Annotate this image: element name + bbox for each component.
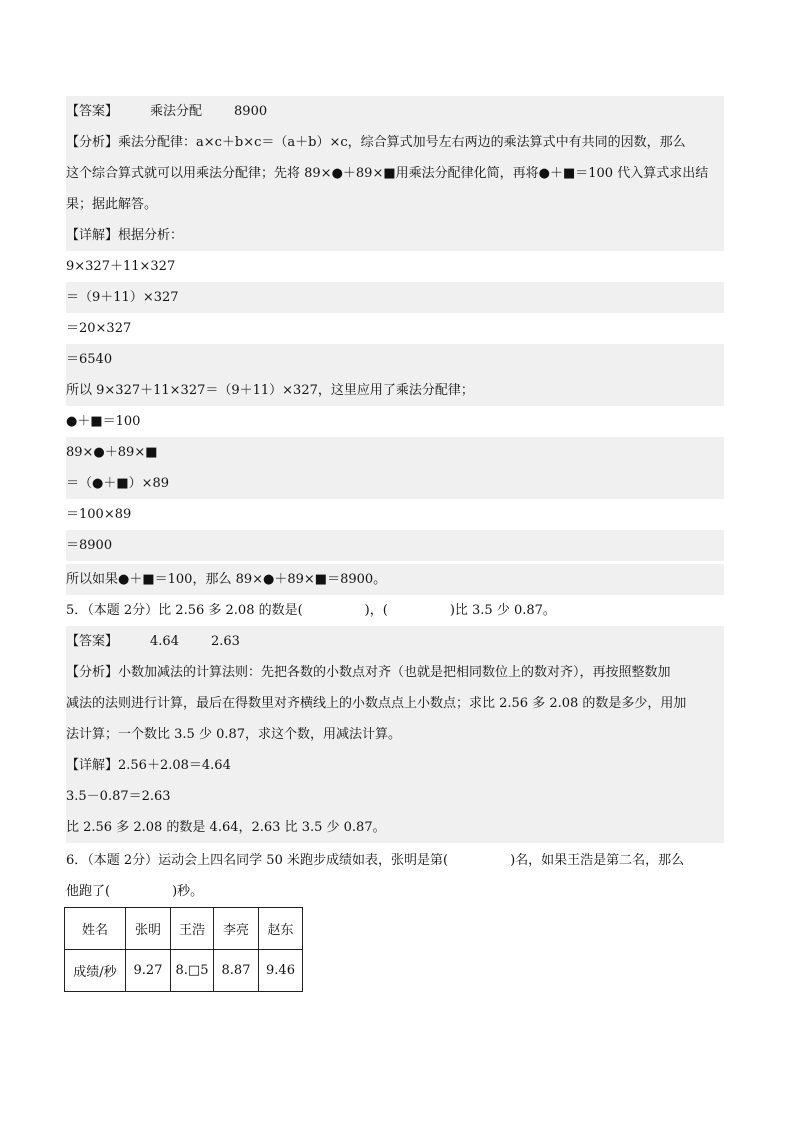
table-cell: 8.87 — [214, 950, 259, 992]
table-row — [65, 908, 303, 950]
detail-line: 3.5－0.87＝2.63 — [66, 781, 724, 812]
analysis-line: 【分析】乘法分配律：a×c＋b×c＝（a＋b）×c，综合算式加号左右两边的乘法算式中有共同的因数，那么 — [66, 127, 724, 158]
detail-line: 比 2.56 多 2.08 的数是 4.64，2.63 比 3.5 少 0.87。 — [66, 812, 724, 843]
table-header-cell: 赵东 — [259, 908, 303, 950]
question-6-cont: 他跑了( )秒。 — [66, 884, 204, 899]
table-cell: 9.27 — [126, 950, 171, 992]
analysis-line: 【分析】小数加减法的计算法则：先把各数的小数点对齐（也就是把相同数位上的数对齐），再按照整数加 — [66, 657, 724, 688]
detail-line: 所以 9×327＋11×327＝（9＋11）×327，这里应用了乘法分配律； — [66, 375, 724, 406]
detail-line: 9×327＋11×327 — [66, 259, 176, 274]
detail-line: ＝（●＋■）×89 — [66, 468, 724, 499]
table-cell: 9.46 — [259, 950, 303, 992]
detail-line: ●＋■＝100 — [66, 414, 141, 429]
analysis-line: 这个综合算式就可以用乘法分配律；先将 89×●＋89×■用乘法分配律化简，再将●＋■＝100 代入算式求出结 — [66, 158, 724, 189]
detail-line: ＝20×327 — [66, 321, 132, 336]
detail-line: 所以如果●＋■＝100，那么 89×●＋89×■＝8900。 — [66, 564, 724, 595]
answer-value: 4.64 — [150, 634, 179, 649]
analysis-line: 果；据此解答。 — [66, 189, 724, 220]
table-row — [65, 950, 303, 992]
table-header-cell: 李亮 — [214, 908, 259, 950]
question-6: 6．（本题 2分）运动会上四名同学 50 米跑步成绩如表，张明是第( )名，如果王浩是第二名，那么 — [66, 853, 685, 868]
detail-line: 89×●＋89×■ — [66, 437, 724, 468]
detail-line: 【详解】2.56＋2.08＝4.64 — [66, 750, 724, 781]
detail-line: ＝8900 — [66, 530, 724, 561]
analysis-line: 减法的法则进行计算，最后在得数里对齐横线上的小数点点上小数点；求比 2.56 多 2.08 的数是多少，用加 — [66, 688, 724, 719]
detail-line: ＝（9＋11）×327 — [66, 282, 724, 313]
answer-value: 乘法分配 — [150, 104, 203, 119]
analysis-line: 法计算；一个数比 3.5 少 0.87，求这个数，用减法计算。 — [66, 719, 724, 750]
answer-value: 2.63 — [210, 634, 240, 649]
table-header-cell: 王浩 — [171, 908, 214, 950]
answer-value: 8900 — [234, 104, 268, 119]
table-cell: 8.□5 — [171, 950, 214, 992]
table-cell: 成绩/秒 — [65, 950, 126, 992]
answer-line: 【答案】 4.64 2.63 — [66, 626, 724, 657]
question-5: 5．（本题 2分）比 2.56 多 2.08 的数是( )，( )比 3.5 少 0.87。 — [66, 603, 556, 618]
detail-line: ＝100×89 — [66, 507, 132, 522]
scores-table — [64, 907, 303, 992]
detail-line: 【详解】根据分析： — [66, 220, 724, 251]
answer-line: 【答案】 乘法分配 8900 — [66, 96, 724, 127]
detail-line: ＝6540 — [66, 344, 724, 375]
table-header-cell: 张明 — [126, 908, 171, 950]
table-header-cell: 姓名 — [65, 908, 126, 950]
